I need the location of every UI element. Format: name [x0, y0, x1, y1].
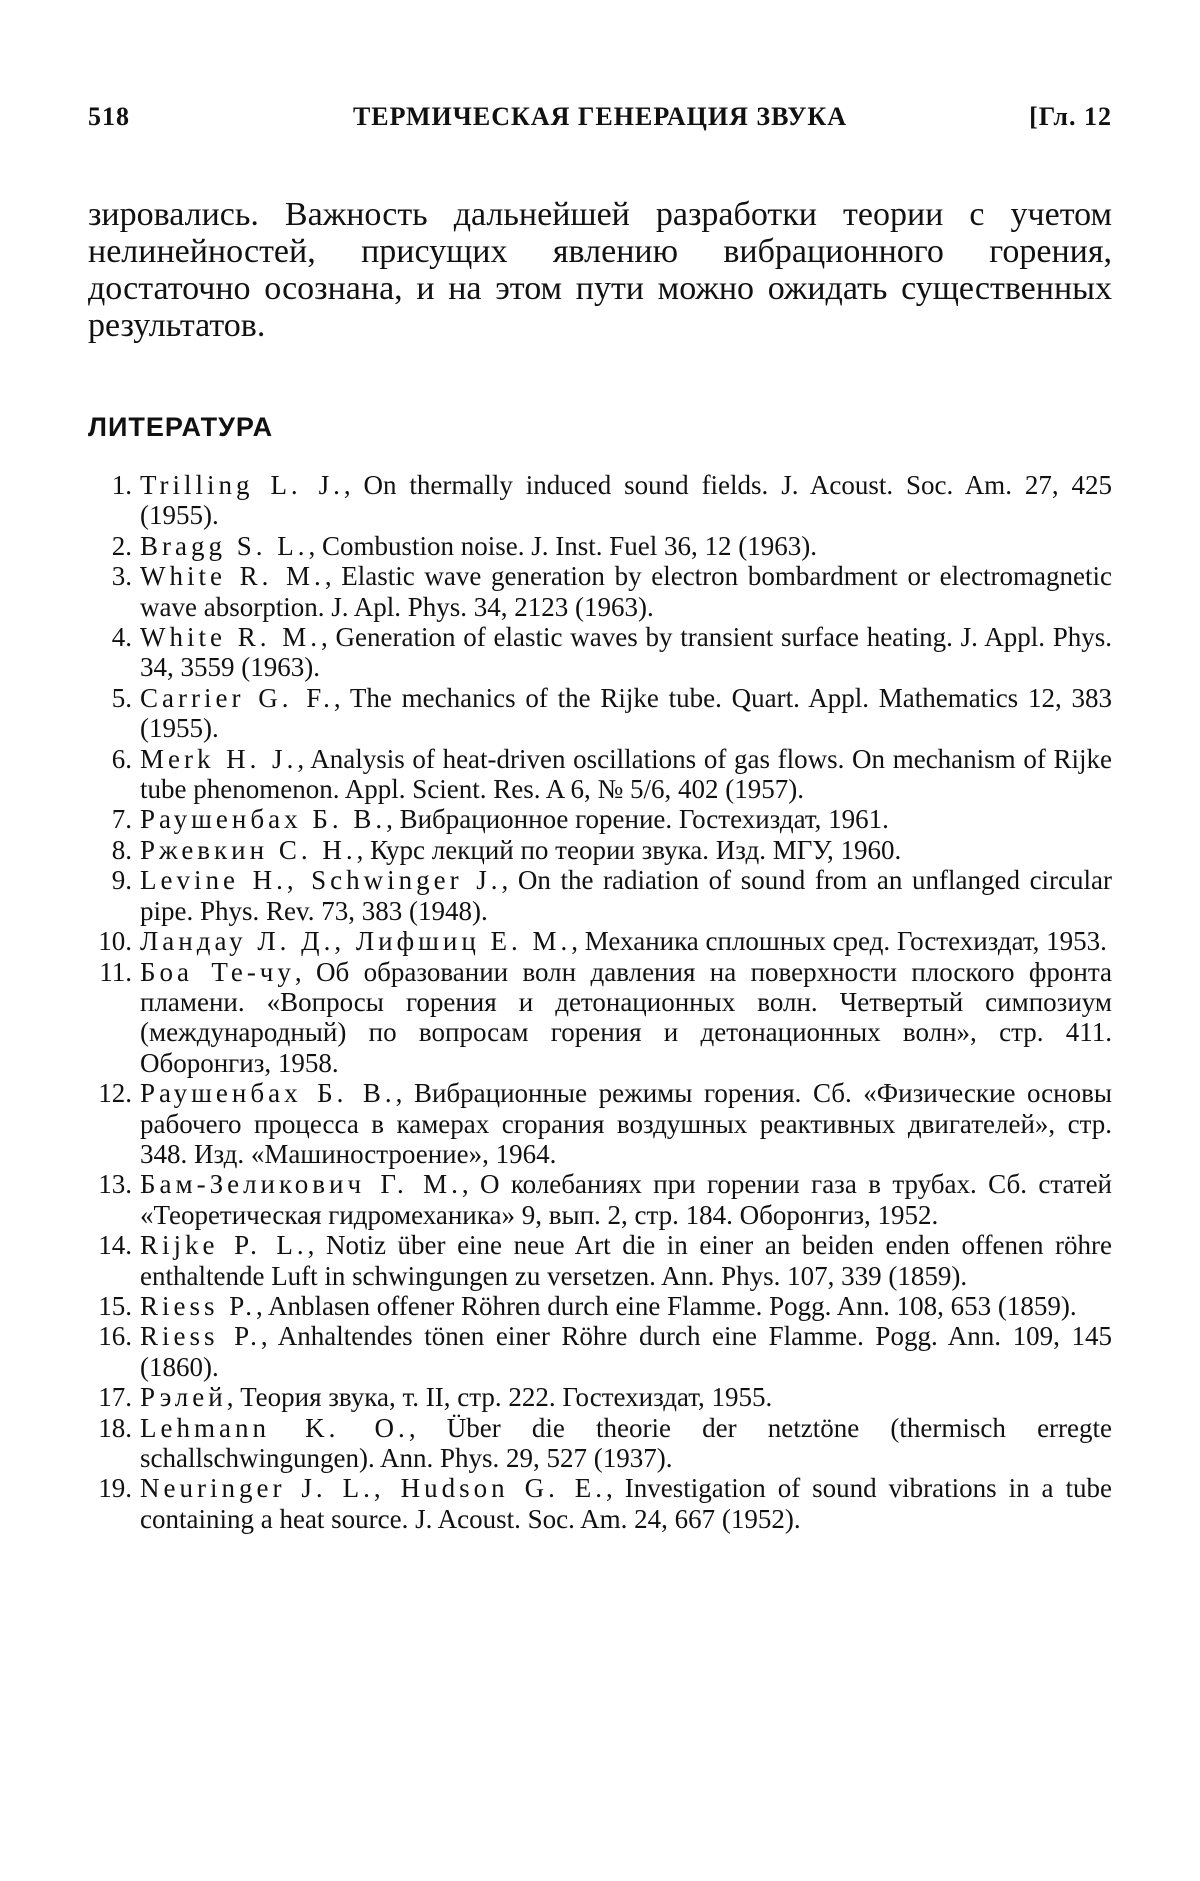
running-title: ТЕРМИЧЕСКАЯ ГЕНЕРАЦИЯ ЗВУКА [352, 102, 848, 131]
reference-number: 12. [98, 1078, 132, 1109]
reference-item [88, 470, 1112, 531]
reference-text: , The mechanics of the Rijke tube. Quart. Appl. Mathematics 12, 383 (1955). [140, 682, 1112, 744]
reference-number: 14. [98, 1230, 132, 1261]
reference-author: Levine H., Schwinger J. [140, 865, 502, 896]
reference-text: , Теория звука, т. II, стр. 222. Гостехиздат, 1955. [226, 1382, 773, 1413]
reference-author: Neuringer J. L., Hudson G. E. [140, 1473, 607, 1504]
reference-text: , Вибрационные режимы горения. Сб. «Физические основы рабочего процесса в камерах сгорания воздушных реактивных двигателей», стр. 348. Изд. «Машиностроение», 1964. [140, 1078, 1112, 1169]
reference-text: , Elastic wave generation by electron bombardment or electromagnetic wave absorption. J. Apl. Phys. 34, 2123 (1963). [140, 561, 1112, 622]
reference-text: , Generation of elastic waves by transient surface heating. J. Appl. Phys. 34, 3559 (1963). [140, 622, 1112, 683]
reference-author: Merk H. J. [140, 743, 298, 774]
reference-number: 10. [98, 926, 132, 957]
reference-author: Боа Те-чу [140, 956, 295, 987]
reference-number: 15. [98, 1290, 132, 1321]
reference-author: Раушенбах Б. В. [140, 1078, 396, 1109]
reference-text: , On thermally induced sound fields. J. Acoust. Soc. Am. 27, 425 (1955). [140, 470, 1112, 531]
reference-text: , Über die theorie der netztöne (thermisch erregte schallschwingungen). Ann. Phys. 29, 527 (1937). [140, 1412, 1113, 1473]
reference-item [88, 1078, 1112, 1169]
reference-item [88, 1473, 1112, 1534]
reference-item [88, 683, 1112, 744]
reference-author: Бам-Зеликович Г. М. [140, 1169, 462, 1200]
reference-text: , Notiz über eine neue Art die in einer an beiden enden offenen röhre enthaltende Luft in schwingungen zu versetzen. Ann. Phys. 107, 339 (1859). [140, 1230, 1112, 1291]
reference-item [88, 1291, 1112, 1321]
reference-item [88, 835, 1112, 865]
reference-item [88, 1230, 1112, 1291]
reference-author: Раушенбах Б. В. [140, 804, 387, 835]
literature-heading: ЛИТЕРАТУРА [88, 412, 274, 442]
reference-number: 1. [111, 470, 132, 500]
reference-item [88, 865, 1112, 926]
reference-list [88, 470, 1112, 1534]
reference-text: , О колебаниях при горении газа в трубах. Сб. статей «Теоретическая гидромеханика» 9, вып. 2, стр. 184. Оборонгиз, 1952. [140, 1169, 1112, 1230]
reference-text: , Combustion noise. J. Inst. Fuel 36, 12 (1963). [308, 530, 818, 561]
running-header [88, 102, 1112, 142]
reference-author: Bragg S. L. [140, 530, 309, 561]
reference-item [88, 926, 1112, 956]
reference-number: 6. [111, 743, 132, 774]
reference-number: 16. [98, 1321, 132, 1352]
reference-item [88, 622, 1112, 683]
reference-number: 19. [98, 1473, 132, 1504]
reference-text: , Analysis of heat-driven oscillations of gas flows. On mechanism of Rijke tube phenomenon. Appl. Scient. Res. A 6, № 5/6, 402 (1957). [140, 743, 1112, 805]
intro-paragraph: зировались. Важность дальнейшей разработки теории с учетом нелинейностей, присущих явлению вибрационного горения, достаточно осознана, и на этом пути можно ожидать существенных результатов. [88, 196, 1112, 344]
reference-item [88, 531, 1112, 561]
reference-author: Рэлей [140, 1382, 227, 1413]
reference-number: 9. [111, 865, 132, 896]
reference-text: , Об образовании волн давления на поверхности плоского фронта пламени. «Вопросы горения и детонационных волн. Четвертый симпозиум (международный) по вопросам горения и детонационных волн», стр. 411. Оборонгиз, 1958. [140, 956, 1112, 1078]
reference-text: , Механика сплошных сред. Гостехиздат, 1953. [571, 926, 1107, 957]
reference-author: White R. M. [140, 622, 322, 653]
reference-text: , On the radiation of sound from an unflanged circular pipe. Phys. Rev. 73, 383 (1948). [140, 865, 1113, 926]
reference-text: , Investigation of sound vibrations in a tube containing a heat source. J. Acoust. Soc. Am. 24, 667 (1952). [140, 1473, 1112, 1534]
reference-author: Trilling L. J. [140, 470, 344, 500]
reference-number: 13. [98, 1169, 132, 1200]
reference-number: 7. [111, 804, 132, 835]
page-number: 518 [88, 102, 130, 131]
reference-number: 5. [111, 682, 132, 713]
reference-text: , Anblasen offener Röhren durch eine Flamme. Pogg. Ann. 108, 653 (1859). [256, 1290, 1077, 1321]
reference-item [88, 1321, 1112, 1382]
reference-item [88, 804, 1112, 834]
reference-text: , Курс лекций по теории звука. Изд. МГУ, 1960. [356, 834, 902, 865]
reference-item [88, 1413, 1112, 1474]
reference-number: 18. [98, 1412, 132, 1443]
reference-author: Lehmann K. O. [140, 1412, 409, 1443]
reference-number: 8. [111, 834, 132, 865]
reference-item [88, 744, 1112, 805]
reference-author: Ландау Л. Д., Лифшиц Е. М. [140, 926, 572, 957]
reference-item [88, 1382, 1112, 1412]
reference-text: , Вибрационное горение. Гостехиздат, 1961. [386, 804, 889, 835]
reference-number: 4. [111, 622, 132, 653]
reference-author: Ржевкин С. Н. [140, 834, 357, 865]
reference-number: 2. [111, 530, 132, 561]
reference-author: Riess P. [140, 1321, 261, 1352]
reference-item [88, 561, 1112, 622]
reference-item [88, 1169, 1112, 1230]
reference-author: Rijke P. L. [140, 1230, 308, 1261]
reference-author: Riess P. [140, 1290, 257, 1321]
reference-number: 3. [111, 561, 132, 592]
reference-author: Carrier G. F. [140, 682, 334, 713]
reference-item [88, 957, 1112, 1079]
chapter-marker: [Гл. 12 [1029, 102, 1112, 131]
reference-author: White R. M. [140, 561, 325, 592]
reference-text: , Anhaltendes tönen einer Röhre durch eine Flamme. Pogg. Ann. 109, 145 (1860). [140, 1321, 1112, 1382]
reference-number: 11. [99, 956, 132, 987]
reference-number: 17. [98, 1382, 132, 1413]
